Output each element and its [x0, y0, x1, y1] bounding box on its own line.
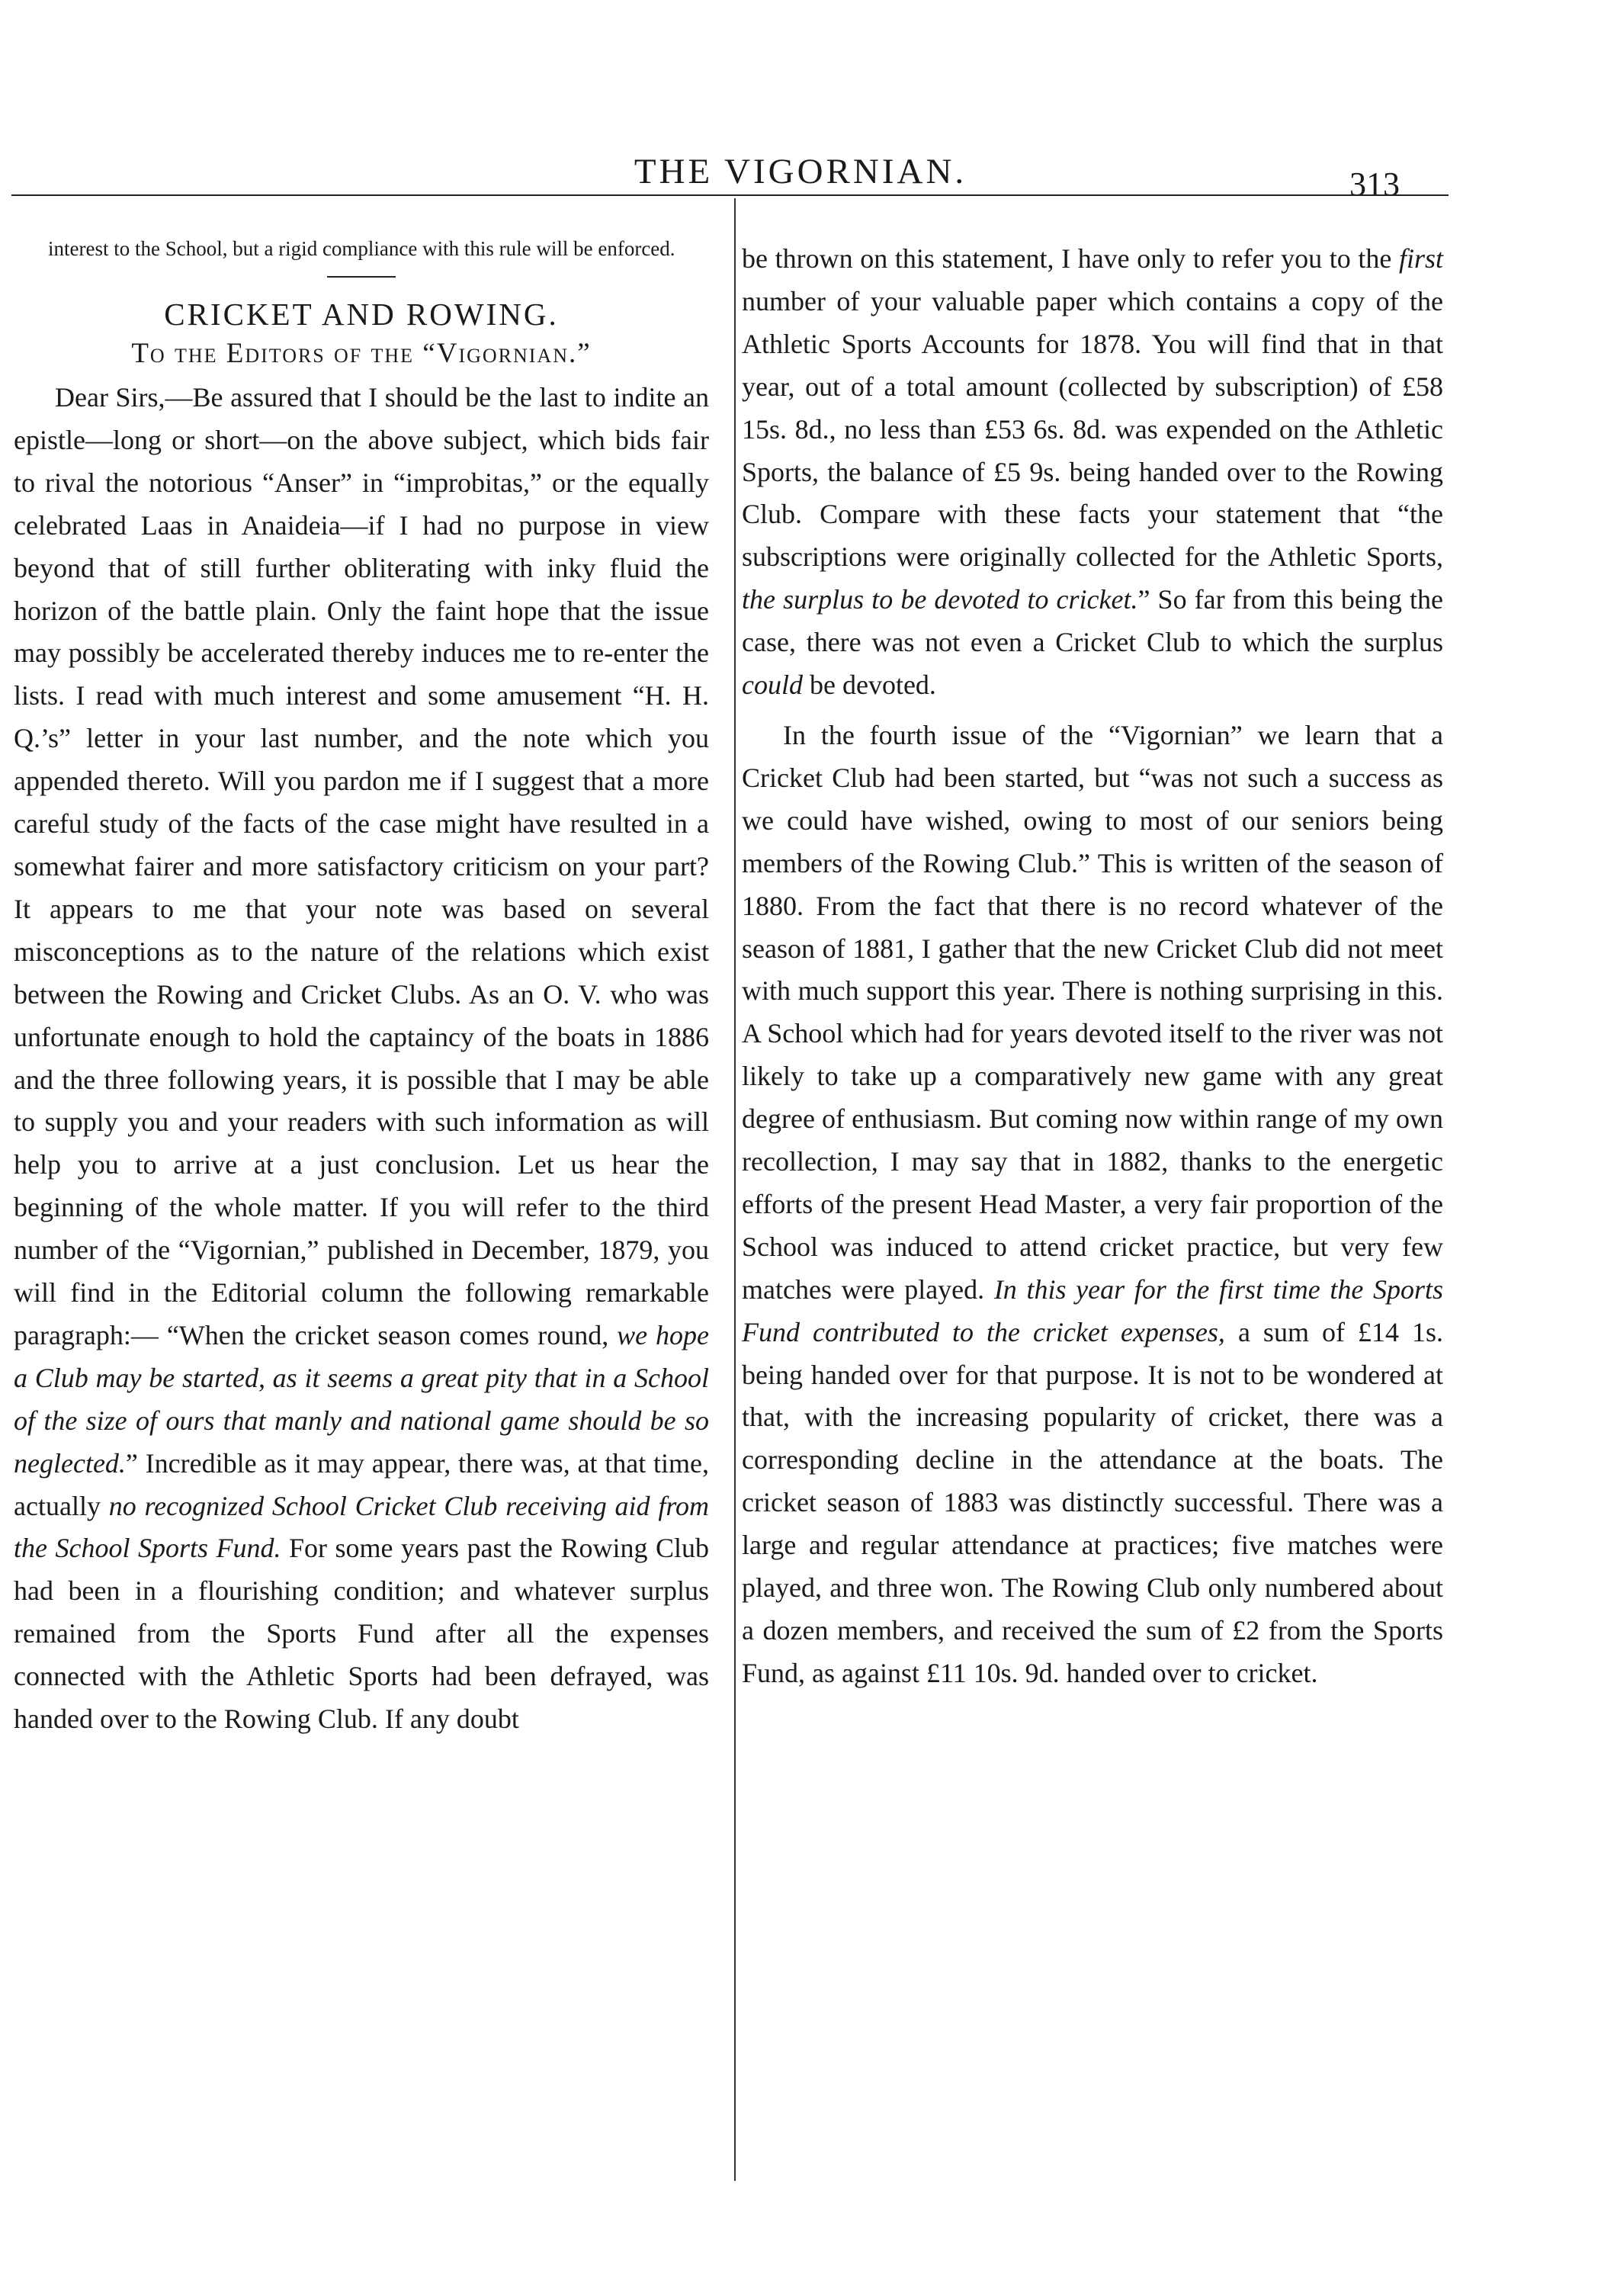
running-title: THE VIGORNIAN. — [634, 152, 967, 191]
emphasis-italic-text: In this year for the first time the Sports Fund contributed to the cricket expenses, — [742, 1273, 1443, 1347]
letter-addressee: To the Editors of the “Vigornian.” — [131, 338, 592, 369]
letter-text: In the fourth issue of the “Vigornian” we learn that a Cricket Club had been started, but “was not such a success as we could have wished, owing to most of our seniors being members of the Rowing Club.” This is written of the season of 1880. From the fact that there is no record whatever of the season of 1881, I gather that the new Cricket Club did not meet with much support this year. There is nothing surprising in this. A School which had for years devoted itself to the river was not likely to take up a comparatively new game with any great degree of enthusiasm. But coming now within range of my own recollection, I may say that in 1882, thanks to the energetic efforts of the present Head Master, a very fair proportion of the School was induced to attend cricket practice, but very few matches were played. — [742, 719, 1443, 1305]
emphasis-italic-text: first — [1398, 243, 1444, 274]
letter-text: be devoted. — [809, 670, 936, 701]
column-divider — [734, 198, 736, 2181]
letter-paragraph — [742, 238, 1443, 707]
letter-paragraph — [14, 377, 709, 1741]
letter-text: a sum of £14 1s. being handed over for that purpose. It is not to be wondered at that, with the increasing popularity of cricket, there was a corresponding decline in the attendance at the boats. The cricket season of 1883 was distinctly successful. There was a large and regular attendance at practices; five matches were played, and three won. The Rowing Club only numbered about a dozen members, and received the sum of £2 from the Sports Fund, as against £11 10s. 9d. handed over to cricket. — [742, 1316, 1444, 1688]
page-number: 313 — [1349, 165, 1400, 203]
right-column — [742, 238, 1443, 1695]
quoted-italic-text: we hope a Club may be started, as it seems a great pity that in a School of the size of ours that manly and national game should be so neglected. — [14, 1319, 709, 1479]
emphasis-italic-text: no recognized School Cricket Club receiving aid from the School Sports Fund. — [14, 1490, 710, 1564]
letter-text: ” So far from this being the case, there was not even a Cricket Club to which the surplus — [742, 584, 1443, 658]
letter-text: For some years past the Rowing Club had been in a flourishing condition; and whatever surplus remained from the Sports Fund after all the expenses connected with the Athletic Sports had been defrayed, was handed over to the Rowing Club. If any doubt — [14, 1533, 710, 1735]
letter-text: ” Incredible as it may appear, there was, at that time, actually — [14, 1447, 709, 1521]
letter-text: number of your valuable paper which contains a copy of the Athletic Sports Accounts for 1878. You will find that in that year, out of a total amount (collected by subscription) of £58 15s. 8d., no less than £53 6s. 8d. was expended on the Athletic Sports, the balance of £5 9s. being handed over to the Rowing Club. Compare with these facts your statement that “the subscriptions were originally collected for the Athletic Sports, — [742, 285, 1443, 573]
letter-paragraph — [742, 714, 1443, 1695]
editorial-note-end: interest to the School, but a rigid compliance with this rule will be enforced. — [48, 237, 675, 260]
section-heading: CRICKET AND ROWING. — [164, 297, 559, 332]
header-rule — [11, 194, 1449, 196]
section-separator — [327, 276, 396, 278]
letter-text: be thrown on this statement, I have only to refer you to the — [742, 243, 1392, 274]
left-column — [14, 236, 709, 1741]
letter-text: Dear Sirs,—Be assured that I should be the last to indite an epistle—long or short—on the above subject, which bids fair to rival the notorious “Anser” in “improbitas,” or the equally celebrated Laas in Anaideia—if I had no purpose in view beyond that of still further obliterating with inky fluid the horizon of the battle plain. Only the faint hope that the issue may possibly be accelerated thereby induces me to re-enter the lists. I read with much interest and some amusement “H. H. Q.’s” letter in your last number, and the note which you appended thereto. Will you pardon me if I suggest that a more careful study of the facts of the case might have resulted in a somewhat fairer and more satisfactory criticism on your part? It appears to me that your note was based on several misconceptions as to the nature of the relations which exist between the Rowing and Cricket Clubs. As an O. V. who was unfortunate enough to hold the captaincy of the boats in 1886 and the three following years, it is possible that I may be able to supply you and your readers with such information as will help you to arrive at a just conclusion. Let us hear the beginning of the whole matter. If you will refer to the third number of the “Vigornian,” published in December, 1879, you will find in the Editorial column the following remarkable paragraph:— “When the cricket season comes round, — [14, 382, 709, 1350]
emphasis-italic-text: could — [742, 670, 803, 701]
quoted-italic-text: the surplus to be devoted to cricket. — [742, 584, 1138, 615]
